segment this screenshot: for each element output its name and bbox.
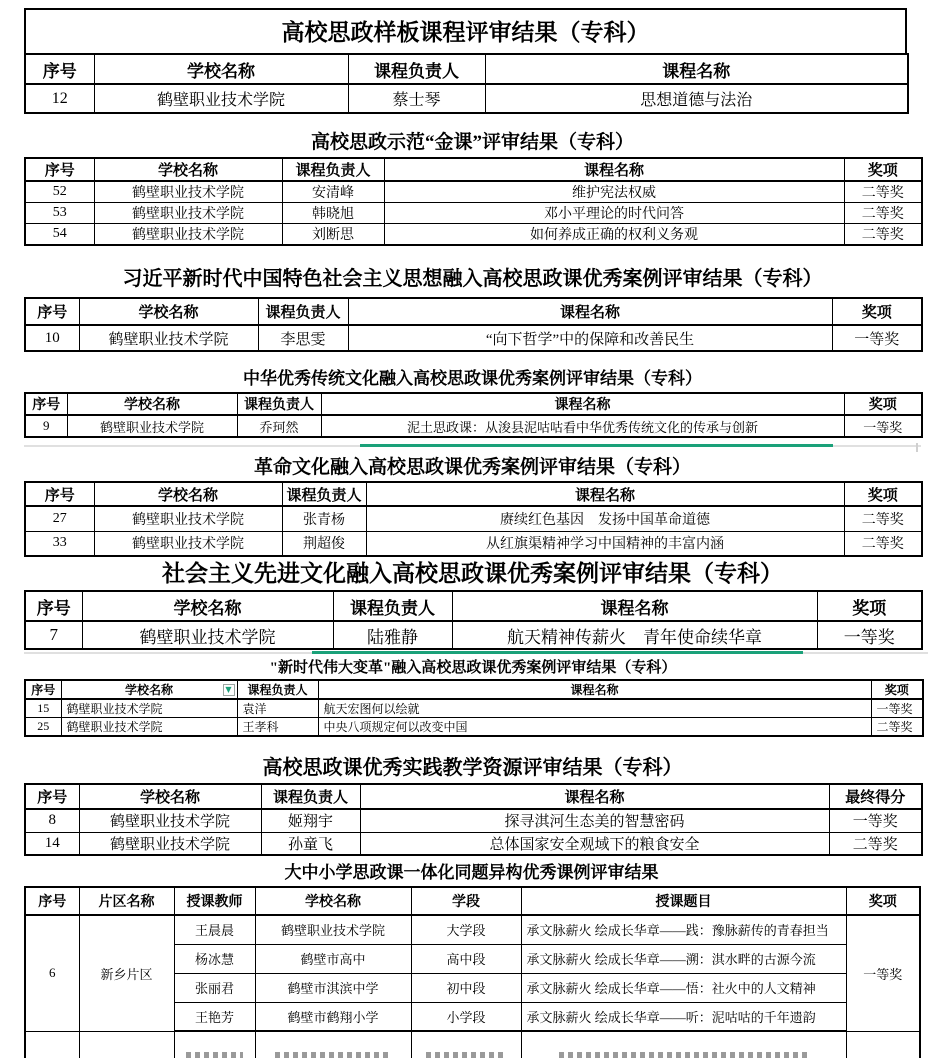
column-header [844,158,922,181]
column-header [25,298,79,325]
cell: 大学段 [411,915,521,944]
table-section-advanced-culture-cases [24,557,923,650]
column-header-label: 学校名称 [305,895,361,910]
clipped-row [25,1031,920,1058]
column-header [25,393,67,415]
cell: 小学段 [411,1002,521,1031]
results-table [24,157,923,246]
column-header [832,298,922,325]
cell: 二等奖 [844,224,922,246]
results-table [24,392,923,438]
table-row [25,832,922,855]
cell [174,1031,255,1058]
column-header-label: 序号 [42,61,77,81]
results-table [24,679,924,737]
header-row [25,54,908,84]
table-title: 高校思政样板课程评审结果（专科） [24,8,907,53]
column-header-label: 课程名称 [662,61,731,81]
column-header-label: 学校名称 [138,305,199,321]
cell: 新乡片区 [79,915,174,1031]
column-header-label: 课程名称 [564,790,625,806]
cell: 承文脉薪火 绘成长华章——践：豫脉薪传的青春担当 [521,915,846,944]
results-table [24,783,923,856]
column-header [871,680,923,699]
column-header-label: 课程负责人 [286,487,362,504]
cell: 张青杨 [282,506,366,531]
column-header [174,887,255,915]
cell: 如何养成正确的权利义务观 [384,224,844,246]
results-table [24,590,923,650]
header-row [25,298,922,325]
column-header-label: 奖项 [861,305,892,321]
column-header-label: 课程负责人 [247,683,308,697]
cell: 鹤壁职业技术学院 [94,531,282,556]
column-header-label: 序号 [37,790,68,806]
column-header-label: 奖项 [884,683,909,697]
column-header-label: 学校名称 [157,163,218,179]
column-header [25,680,61,699]
cell: 15 [25,699,61,718]
table-section-revolutionary-culture-cases [24,454,923,557]
cell: 二等奖 [844,203,922,224]
cell: 鹤壁职业技术学院 [94,181,282,203]
column-header-label: 学校名称 [173,598,242,618]
column-header [82,591,333,621]
column-header-label: 奖项 [867,163,898,179]
table-title: 大中小学思政课一体化同题异构优秀课例评审结果 [284,863,659,882]
cell: 韩晓旭 [282,203,384,224]
column-header [384,158,844,181]
column-header [67,393,237,415]
header-row [25,591,922,621]
column-header-label: 课程负责人 [350,598,435,618]
table-section-integrated-lesson-cases [24,860,921,1058]
column-header [348,54,485,84]
cell: 鹤壁市淇滨中学 [255,973,411,1002]
table-section-sample-courses [24,8,909,114]
cell: 鹤壁市高中 [255,944,411,973]
column-header [94,482,282,506]
column-header [844,393,922,415]
results-table [24,886,921,1058]
table-row [25,224,922,246]
column-header-label: 课程负责人 [374,61,459,81]
cell: 鹤壁职业技术学院 [94,224,282,246]
cell: 蔡士琴 [348,84,485,113]
cell [521,1031,846,1058]
cell: 7 [25,621,82,649]
gray-tick [916,443,918,452]
cell: 鹤壁职业技术学院 [67,415,237,437]
table-row [25,621,922,649]
column-header-label: 课程名称 [600,598,669,618]
teal-divider-line [360,444,833,447]
table-row [25,809,922,832]
clipped-text-fragment [426,1052,506,1058]
column-header-label: 最终得分 [845,790,906,806]
cell: 承文脉薪火 绘成长华章——听：泥咕咕的千年遗韵 [521,1002,846,1031]
cell: 从红旗渠精神学习中国精神的丰富内涵 [366,531,844,556]
table-row [25,531,922,556]
teal-divider-line [312,651,803,654]
header-row [25,482,922,506]
table-section-golden-courses [24,128,923,246]
cell: 鹤壁职业技术学院 [79,325,258,351]
cell: 二等奖 [829,832,922,855]
cell: 王艳芳 [174,1002,255,1031]
cell: 承文脉薪火 绘成长华章——溯：淇水畔的古源今流 [521,944,846,973]
cell: 承文脉薪火 绘成长华章——悟：社火中的人文精神 [521,973,846,1002]
cell [255,1031,411,1058]
cell [411,1031,521,1058]
results-table [24,297,923,352]
clipped-text-fragment [275,1052,391,1058]
column-header [360,784,829,809]
clipped-text-fragment [186,1052,244,1058]
cell: 一等奖 [871,699,923,718]
cell: 刘断思 [282,224,384,246]
table-row [25,181,922,203]
table-section-practice-teaching-resources [24,753,923,856]
cell: 二等奖 [844,531,922,556]
column-header-label: 学校名称 [157,487,218,504]
column-header-label: 奖项 [868,895,897,910]
cell: 25 [25,718,61,737]
table-title: 革命文化融入高校思政课优秀案例评审结果（专科） [253,457,691,478]
cell: 14 [25,832,79,855]
column-header [321,393,844,415]
cell: 赓续红色基因 发扬中国革命道德 [366,506,844,531]
table-row [25,325,922,351]
cell: 初中段 [411,973,521,1002]
column-header-label: 序号 [36,598,71,618]
column-header [521,887,846,915]
column-header-label: 序号 [32,398,61,413]
column-header-label: 授课教师 [186,895,243,910]
cell: 中央八项规定何以改变中国 [318,718,871,737]
cell: 荆超俊 [282,531,366,556]
column-header [348,298,832,325]
cell: 鹤壁市鹤翔小学 [255,1002,411,1031]
table-section-new-era-reform-cases [24,657,924,737]
table-title: 中华优秀传统文化融入高校思政课优秀案例评审结果（专科） [243,369,702,388]
column-header-label: 课程负责人 [265,305,341,321]
cell: 总体国家安全观域下的粮食安全 [360,832,829,855]
cell: 思想道德与法治 [485,84,908,113]
cell: 8 [25,809,79,832]
cell: 一等奖 [817,621,922,649]
cell: 二等奖 [844,181,922,203]
cell: 54 [25,224,94,246]
column-header [237,393,321,415]
table-section-traditional-culture-cases [24,366,923,438]
cell: 探寻淇河生态美的智慧密码 [360,809,829,832]
cell: 泥土思政课：从浚县泥咕咕看中华优秀传统文化的传承与创新 [321,415,844,437]
column-header [61,680,237,699]
table-title: 社会主义先进文化融入高校思政课优秀案例评审结果（专科） [162,561,783,586]
column-header [94,54,348,84]
column-header [25,887,79,915]
column-header-label: 课程名称 [559,305,620,321]
cell: 一等奖 [846,915,920,1031]
header-row [25,393,922,415]
results-table [24,53,909,114]
column-header [258,298,348,325]
column-header-label: 奖项 [868,398,897,413]
cell: 安清峰 [282,181,384,203]
column-header [25,591,82,621]
cell: 一等奖 [844,415,922,437]
cell: 27 [25,506,94,531]
table-title: 高校思政示范“金课”评审结果（专科） [310,132,634,153]
column-header-label: 奖项 [867,487,898,504]
cell: 杨冰慧 [174,944,255,973]
column-header-label: 奖项 [852,598,887,618]
column-header-label: 课程名称 [574,487,635,504]
column-header [366,482,844,506]
column-header-label: 学校名称 [124,683,173,697]
cell: 维护宪法权威 [384,181,844,203]
table-row [25,84,908,113]
table-row [25,915,920,944]
cell: 鹤壁职业技术学院 [94,203,282,224]
cell: “向下哲学”中的保障和改善民生 [348,325,832,351]
cell: 33 [25,531,94,556]
column-header-label: 课程负责人 [295,163,371,179]
cell: 航天精神传薪火 青年使命续华章 [452,621,817,649]
cell [846,1031,920,1058]
table-row [25,699,923,718]
cell: 姬翔宇 [261,809,360,832]
cell: 鹤壁职业技术学院 [82,621,333,649]
cell: 李思雯 [258,325,348,351]
cell: 鹤壁职业技术学院 [61,699,237,718]
cell: 孙童飞 [261,832,360,855]
table-section-xi-thought-cases [24,261,923,352]
column-header-label: 课程名称 [554,398,611,413]
column-header [79,298,258,325]
column-header [817,591,922,621]
table-title: 高校思政课优秀实践教学资源评审结果（专科） [262,757,683,779]
column-header-label: 序号 [37,305,68,321]
column-header [79,784,261,809]
column-header-label: 序号 [31,683,56,697]
cell: 王晨晨 [174,915,255,944]
table-title: 习近平新时代中国特色社会主义思想融入高校思政课优秀案例评审结果（专科） [122,268,823,290]
column-header [94,158,282,181]
clipped-text-fragment [559,1052,807,1058]
header-row [25,680,923,699]
column-header-label: 课程负责人 [244,398,314,413]
column-header [255,887,411,915]
filter-dropdown-icon[interactable]: ▼ [223,684,235,696]
column-header [25,482,94,506]
cell: 53 [25,203,94,224]
cell [79,1031,174,1058]
cell: 一等奖 [832,325,922,351]
cell: 9 [25,415,67,437]
cell: 王孝科 [237,718,318,737]
column-header [829,784,922,809]
cell: 航天宏图何以绘就 [318,699,871,718]
cell: 一等奖 [829,809,922,832]
column-header [333,591,452,621]
column-header [485,54,908,84]
column-header-label: 学段 [452,895,480,910]
column-header [261,784,360,809]
header-row [25,887,920,915]
column-header [79,887,174,915]
header-row [25,158,922,181]
cell: 陆雅静 [333,621,452,649]
cell: 52 [25,181,94,203]
cell: 鹤壁职业技术学院 [94,506,282,531]
column-header-label: 学校名称 [139,790,200,806]
column-header [25,54,94,84]
table-row [25,415,922,437]
table-row [25,506,922,531]
cell: 12 [25,84,94,113]
cell: 乔珂然 [237,415,321,437]
column-header-label: 课程负责人 [272,790,348,806]
header-row [25,784,922,809]
column-header-label: 学校名称 [187,61,255,81]
column-header-label: 课程名称 [570,683,619,697]
cell: 鹤壁职业技术学院 [94,84,348,113]
column-header [846,887,920,915]
column-header-label: 片区名称 [98,895,155,910]
column-header [452,591,817,621]
column-header [844,482,922,506]
column-header [25,158,94,181]
cell: 二等奖 [844,506,922,531]
cell: 6 [25,915,79,1031]
column-header-label: 课程名称 [583,163,644,179]
table-title: "新时代伟大变革"融入高校思政课优秀案例评审结果（专科） [269,660,677,676]
cell: 鹤壁职业技术学院 [61,718,237,737]
column-header-label: 序号 [44,163,75,179]
table-row [25,718,923,737]
column-header [282,158,384,181]
column-header [237,680,318,699]
cell: 鹤壁职业技术学院 [79,832,261,855]
cell: 鹤壁职业技术学院 [79,809,261,832]
column-header [25,784,79,809]
cell: 袁洋 [237,699,318,718]
cell: 邓小平理论的时代问答 [384,203,844,224]
cell: 张丽君 [174,973,255,1002]
column-header-label: 学校名称 [124,398,180,413]
column-header [282,482,366,506]
column-header-label: 序号 [44,487,75,504]
cell [25,1031,79,1058]
results-table [24,481,923,557]
cell: 鹤壁职业技术学院 [255,915,411,944]
table-row [25,203,922,224]
cell: 二等奖 [871,718,923,737]
column-header-label: 序号 [38,895,67,910]
column-header [411,887,521,915]
cell: 高中段 [411,944,521,973]
column-header-label: 授课题目 [655,895,712,910]
cell: 10 [25,325,79,351]
column-header [318,680,871,699]
